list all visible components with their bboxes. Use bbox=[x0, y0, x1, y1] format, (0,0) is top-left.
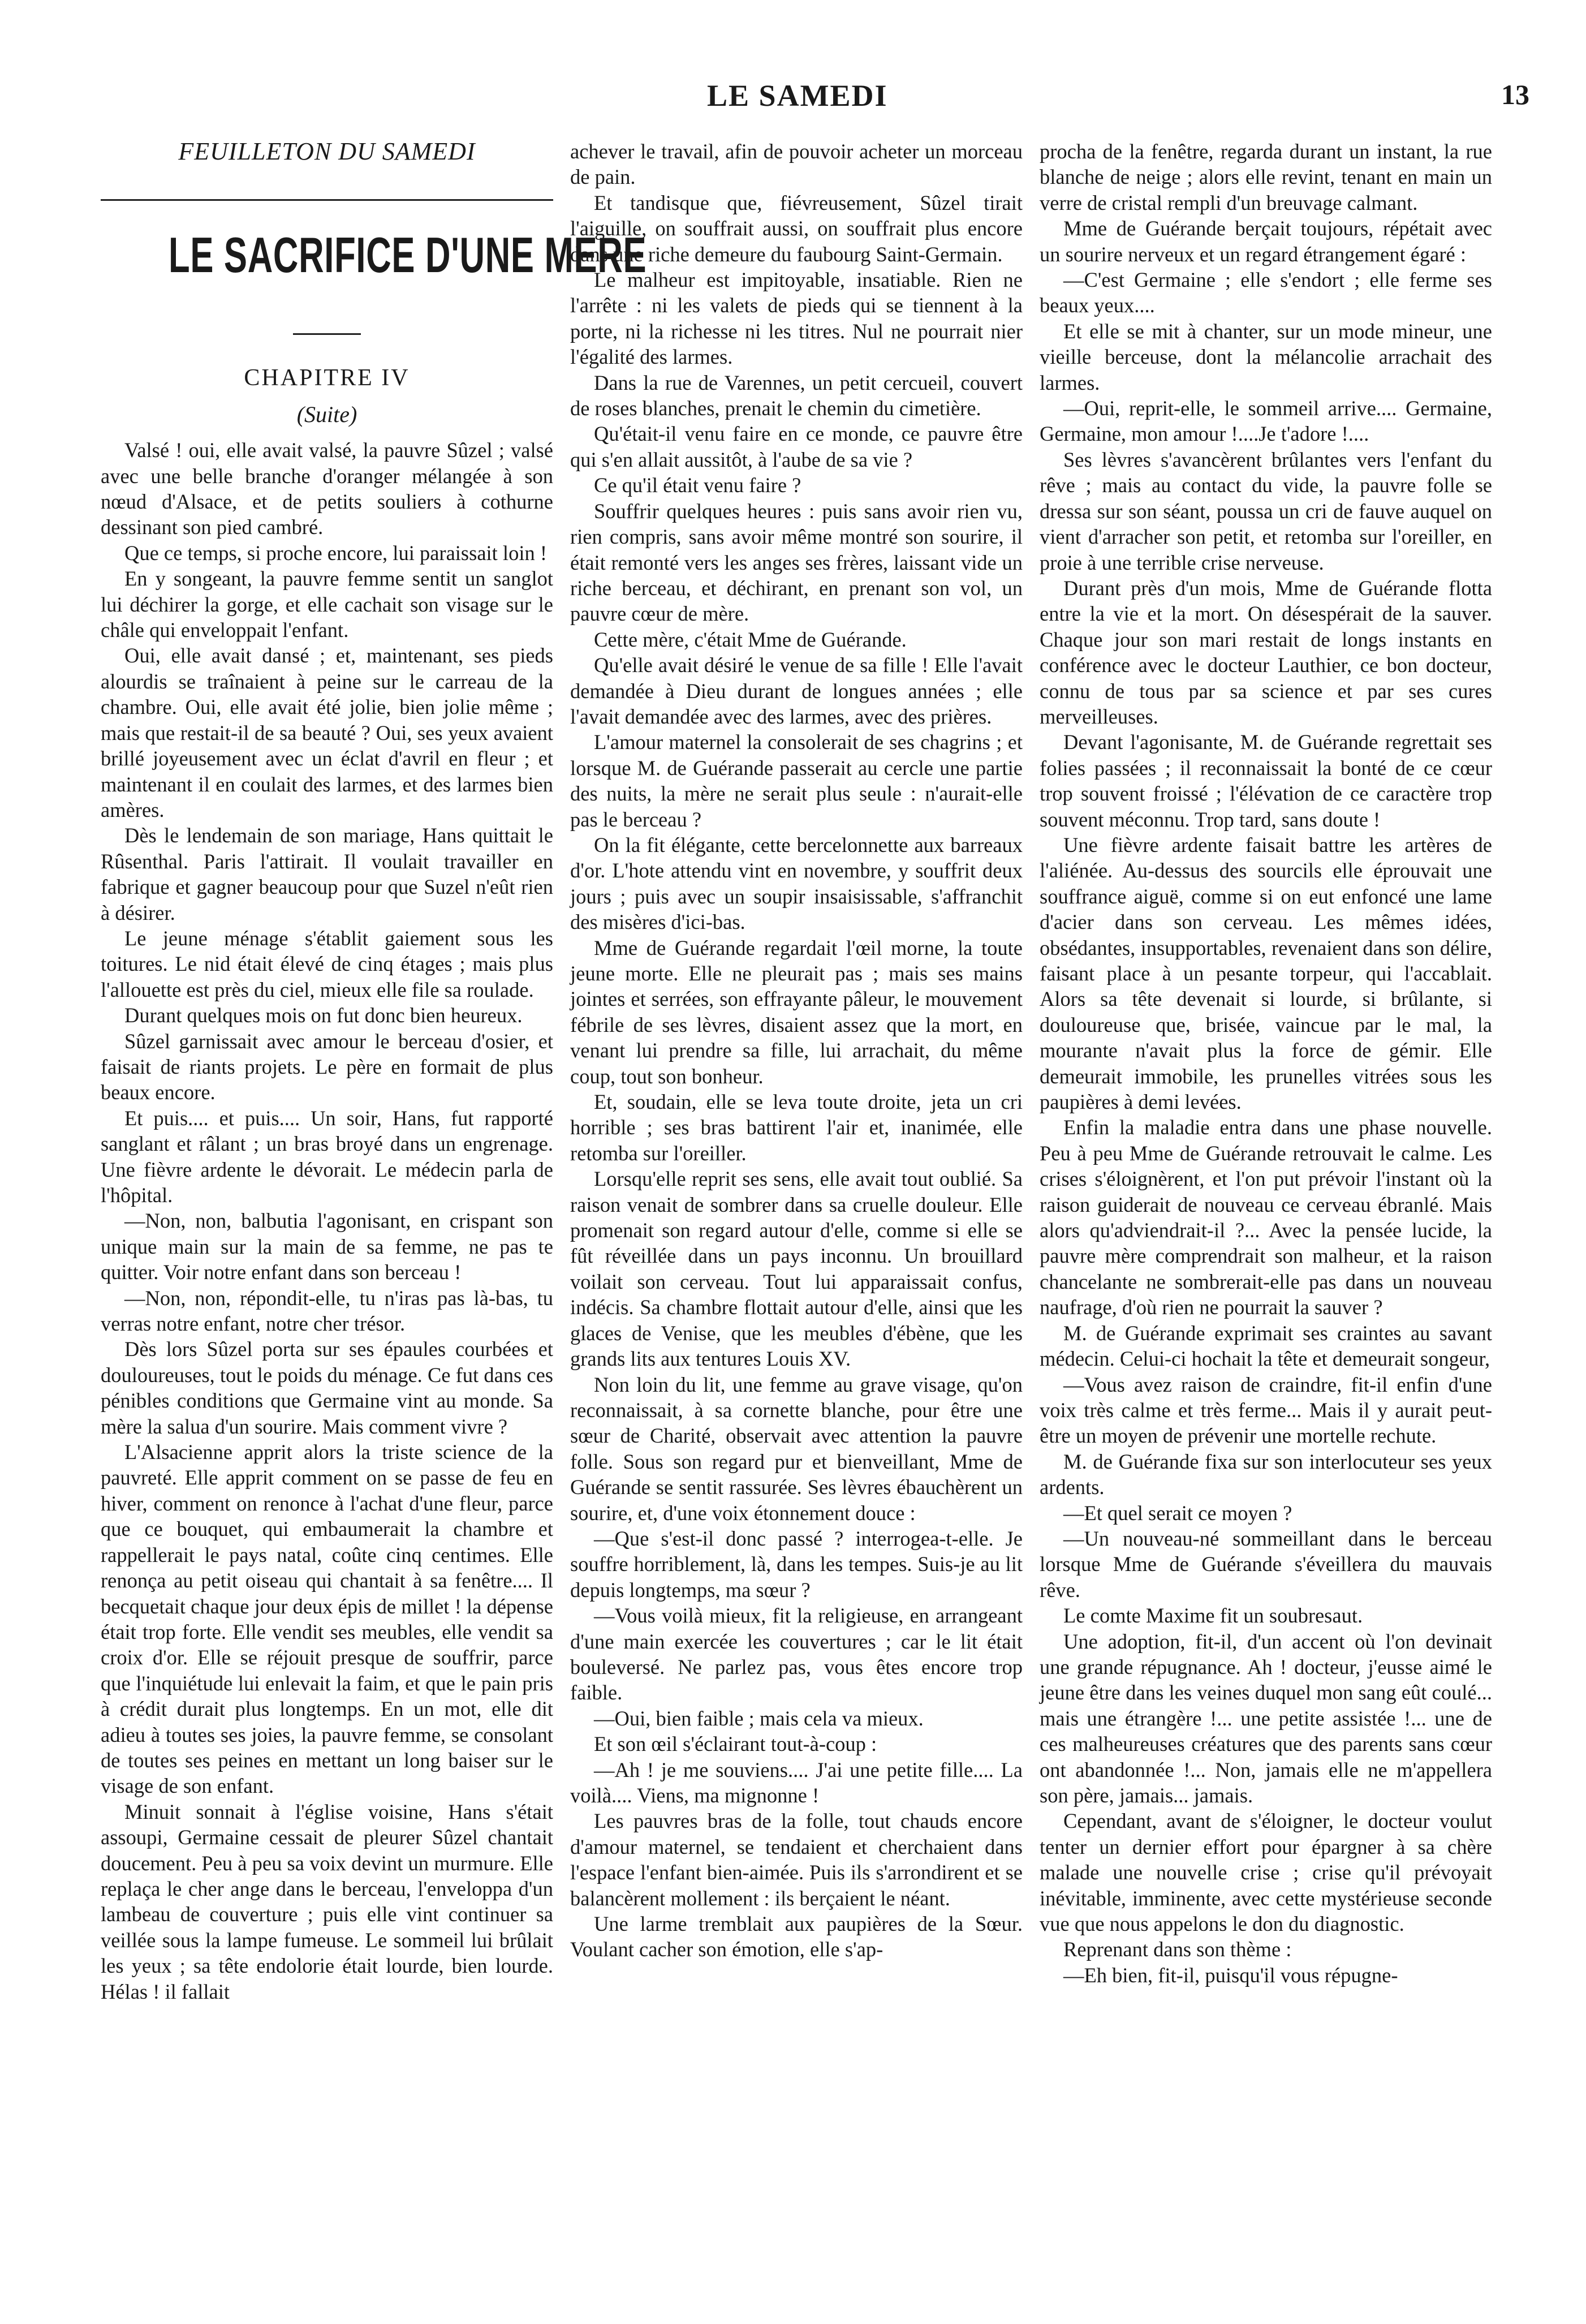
paragraph: Non loin du lit, une femme au grave visage, qu'on reconnaissait, à sa cornette blanche, pour être une sœur de Charité, observait avec attention la pauvre folle. Sous son regard pur et bienveillant, Mme de Guérande se sentit rassurée. Ses lèvres ébauchèrent un sourire, et, d'une voix étonnement douce : bbox=[570, 1372, 1023, 1525]
column-1-text bbox=[101, 437, 553, 2004]
paragraph: Une adoption, fit-il, d'un accent où l'on devinait une grande répugnance. Ah ! docteur, j'eusse aimé le jeune être dans les veines duquel mon sang eût coulé... mais une étrangère !... une petite assistée !... une de ces malheureuses créatures que des parents sans cœur ont abandonnée !... Non, jamais elle ne m'appellera son père, jamais... jamais. bbox=[1040, 1629, 1492, 1807]
title-divider bbox=[293, 333, 361, 335]
paragraph: Que ce temps, si proche encore, lui paraissait loin ! bbox=[124, 541, 547, 565]
feuilleton-heading: FEUILLETON DU SAMEDI bbox=[178, 137, 476, 165]
paragraph: Valsé ! oui, elle avait valsé, la pauvre Sûzel ; valsé avec une belle branche d'oranger mélangée à son nœud d'Alsace, et de petits souliers à cothurne dessinant son pied cambré. bbox=[101, 438, 553, 539]
running-title: LE SAMEDI bbox=[707, 79, 888, 113]
paragraph: Durant quelques mois on fut donc bien heureux. bbox=[124, 1004, 523, 1027]
paragraph: Et tandisque que, fiévreusement, Sûzel tirait l'aiguille, on souffrait aussi, on souffrait plus encore dans une riche demeure du faubourg Saint-Germain. bbox=[570, 191, 1023, 266]
paragraph: L'amour maternel la consolerait de ses chagrins ; et lorsque M. de Guérande passerait au cercle une partie des nuits, la mère ne serait plus seule : n'aurait-elle pas le berceau ? bbox=[570, 730, 1023, 831]
paragraph: Devant l'agonisante, M. de Guérande regrettait ses folies passées ; il reconnaissait la bonté de ce cœur trop souvent froissé ; l'élévation de ce caractère trop souvent méconnu. Trop tard, sans doute ! bbox=[1040, 730, 1492, 831]
paragraph: M. de Guérande exprimait ses craintes au savant médecin. Celui-ci hochait la tête et demeurait songeur, bbox=[1040, 1321, 1492, 1371]
suite-label: (Suite) bbox=[296, 401, 357, 427]
column-3 bbox=[1040, 139, 1492, 1988]
paragraph: Le jeune ménage s'établit gaiement sous les toitures. Le nid était élevé de cinq étages ; mais plus l'allouette est près du ciel, mieux elle file sa roulade. bbox=[101, 926, 553, 1001]
heading-rule bbox=[101, 199, 553, 201]
column-2 bbox=[570, 139, 1023, 1963]
paragraph: Cette mère, c'était Mme de Guérande. bbox=[594, 627, 907, 651]
paragraph: L'Alsacienne apprit alors la triste science de la pauvreté. Elle apprit comment on se passe de feu en hiver, comment on renonce à l'achat d'une fleur, parce que ce bouquet, qui embaumerait la chambre et rappellerait le pays natal, coûte cinq centimes. Elle renonça au petit oiseau qui chantait à sa fenêtre.... Il becquetait chaque jour deux épis de millet ! la dépense était trop forte. Elle vendit ses meubles, elle vendit sa croix d'or. Elle se réjouit presque de souffrir, parce que l'inquiétude lui enlevait la faim, et que le pain pris à crédit durait plus longtemps. En un mot, elle dit adieu à toutes ses joies, la pauvre femme, se consolant de toutes ses peines en mettant un long baiser sur le visage de son enfant. bbox=[101, 1440, 553, 1798]
paragraph: —Ah ! je me souviens.... J'ai une petite fille.... La voilà.... Viens, ma mignonne ! bbox=[570, 1758, 1023, 1807]
paragraph: procha de la fenêtre, regarda durant un instant, la rue blanche de neige ; alors elle revint, tenant en main un verre de cristal rempli d'un breuvage calmant. bbox=[1040, 140, 1492, 214]
paragraph: Lorsqu'elle reprit ses sens, elle avait tout oublié. Sa raison venait de sombrer dans sa cruelle douleur. Elle promenait son regard autour d'elle, comme si elle se fût réveillée dans un pays inconnu. Un brouillard voilait son cerveau. Tout lui apparaissait confus, indécis. Sa chambre flottait autour d'elle, ainsi que les glaces de Venise, que les meubles d'ébène, que les grands lits aux tentures Louis XV. bbox=[570, 1167, 1023, 1371]
paragraph: achever le travail, afin de pouvoir acheter un morceau de pain. bbox=[570, 140, 1023, 189]
story-title: LE SACRIFICE D'UNE MERE bbox=[169, 227, 647, 283]
paragraph: —Non, non, balbutia l'agonisant, en crispant son unique main sur la main de sa femme, ne pas te quitter. Voir notre enfant dans son berceau ! bbox=[101, 1209, 553, 1284]
paragraph: Dès le lendemain de son mariage, Hans quittait le Rûsenthal. Paris l'attirait. Il voulait travailler en fabrique et gagner beaucoup pour que Suzel n'eût rien à désirer. bbox=[101, 824, 553, 924]
paragraph: Qu'elle avait désiré le venue de sa fille ! Elle l'avait demandée à Dieu durant de longues années ; elle l'avait demandée avec des larmes, avec des prières. bbox=[570, 653, 1023, 728]
paragraph: —Eh bien, fit-il, puisqu'il vous répugne- bbox=[1063, 1963, 1398, 1987]
paragraph: —Vous avez raison de craindre, fit-il enfin d'une voix très calme et très ferme... Mais il y aurait peut-être un moyen de prévenir une mortelle rechute. bbox=[1040, 1372, 1492, 1448]
column-3-text bbox=[1040, 139, 1492, 1988]
chapter-heading: CHAPITRE IV bbox=[244, 365, 410, 391]
paragraph: Une fièvre ardente faisait battre les artères de l'aliénée. Au-dessus des sourcils elle éprouvait une souffrance aiguë, comme si on eut enfoncé une lame d'acier dans son cerveau. Les mêmes idées, obsédantes, insupportables, revenaient dans son délire, faisant place à un pesante torpeur, qui l'accablait. Alors sa tête devenait si lourde, si brûlante, si douloureuse que, brisée, vaincue par le mal, la mourante n'avait plus la force de gémir. Elle demeurait immobile, les prunelles vitrées sous les paupières à demi levées. bbox=[1040, 833, 1492, 1114]
paragraph: Mme de Guérande regardait l'œil morne, la toute jeune morte. Elle ne pleurait pas ; mais ses mains jointes et serrées, son effrayante pâleur, le mouvement fébrile de ses lèvres, disaient assez que la mort, en venant lui prendre sa fille, lui arrachait, du même coup, tout son bonheur. bbox=[570, 936, 1023, 1088]
paragraph: Qu'était-il venu faire en ce monde, ce pauvre être qui s'en allait aussitôt, à l'aube de sa vie ? bbox=[570, 422, 1023, 471]
paragraph: Les pauvres bras de la folle, tout chauds encore d'amour maternel, se tendaient et cherchaient dans l'espace l'enfant bien-aimée. Puis ils s'arrondirent et se balancèrent mollement : ils berçaient le néant. bbox=[570, 1809, 1023, 1910]
paragraph: M. de Guérande fixa sur son interlocuteur ses yeux ardents. bbox=[1040, 1449, 1492, 1499]
paragraph: Mme de Guérande berçait toujours, répétait avec un sourire nerveux et un regard étrangement égaré : bbox=[1040, 217, 1492, 266]
paragraph: Durant près d'un mois, Mme de Guérande flotta entre la vie et la mort. On désespérait de la sauver. Chaque jour son mari restait de longs instants en conférence avec le docteur Lauthier, ce bon docteur, connu de tous par sa science et par ses cures merveilleuses. bbox=[1040, 576, 1492, 728]
paragraph: —Vous voilà mieux, fit la religieuse, en arrangeant d'une main exercée les couvertures ; car le lit était bouleversé. Ne parlez pas, vous êtes encore trop faible. bbox=[570, 1604, 1023, 1705]
paragraph: Dans la rue de Varennes, un petit cercueil, couvert de roses blanches, prenait le chemin du cimetière. bbox=[570, 371, 1023, 420]
paragraph: Reprenant dans son thème : bbox=[1063, 1938, 1292, 1961]
paragraph: Oui, elle avait dansé ; et, maintenant, ses pieds alourdis se traînaient à peine sur le carreau de la chambre. Oui, elle avait été jolie, bien jolie même ; mais que restait-il de sa beauté ? Oui, ses yeux avaient brillé joyeusement avec un éclat d'avril en fleur ; et maintenant il en coulait des larmes, et des larmes bien amères. bbox=[101, 644, 553, 821]
paragraph: Et son œil s'éclairant tout-à-coup : bbox=[594, 1732, 877, 1756]
paragraph: —C'est Germaine ; elle s'endort ; elle ferme ses beaux yeux.... bbox=[1040, 268, 1492, 317]
paragraph: —Non, non, répondit-elle, tu n'iras pas là-bas, tu verras notre enfant, notre cher trésor. bbox=[101, 1286, 553, 1336]
paragraph: En y songeant, la pauvre femme sentit un sanglot lui déchirer la gorge, et elle cachait son visage sur le châle qui enveloppait l'enfant. bbox=[101, 567, 553, 642]
paragraph: Une larme tremblait aux paupières de la Sœur. Voulant cacher son émotion, elle s'ap- bbox=[570, 1912, 1023, 1961]
paragraph: —Oui, bien faible ; mais cela va mieux. bbox=[594, 1706, 924, 1730]
page-header bbox=[0, 78, 1586, 123]
column-2-text bbox=[570, 139, 1023, 1963]
column-1 bbox=[101, 137, 647, 2004]
paragraph: Et puis.... et puis.... Un soir, Hans, fut rapporté sanglant et râlant ; un bras broyé dans un engrenage. Une fièvre ardente le dévorait. Le médecin parla de l'hôpital. bbox=[101, 1106, 553, 1207]
paragraph: —Et quel serait ce moyen ? bbox=[1063, 1501, 1292, 1525]
paragraph: —Que s'est-il donc passé ? interrogea-t-elle. Je souffre horriblement, là, dans les tempes. Suis-je au lit depuis longtemps, ma sœur ? bbox=[570, 1526, 1023, 1602]
paragraph: Et, soudain, elle se leva toute droite, jeta un cri horrible ; ses bras battirent l'air et, inanimée, elle retomba sur l'oreiller. bbox=[570, 1090, 1023, 1165]
paragraph: Dès lors Sûzel porta sur ses épaules courbées et douloureuses, tout le poids du ménage. Ce fut dans ces pénibles conditions que Germaine vint au monde. Sa mère la salua d'un sourire. Mais comment vivre ? bbox=[101, 1337, 553, 1438]
paragraph: Le malheur est impitoyable, insatiable. Rien ne l'arrête : ni les valets de pieds qui se tiennent à la porte, ni la richesse ni les titres. Nul ne pourrait nier l'égalité des larmes. bbox=[570, 268, 1023, 369]
paragraph: —Un nouveau-né sommeillant dans le berceau lorsque Mme de Guérande s'éveillera du mauvais rêve. bbox=[1040, 1526, 1492, 1602]
paragraph: On la fit élégante, cette bercelonnette aux barreaux d'or. L'hote attendu vint en novembre, y souffrit deux jours ; puis avec un soupir insaisissable, s'affranchit des misères d'ici-bas. bbox=[570, 833, 1023, 934]
paragraph: Enfin la maladie entra dans une phase nouvelle. Peu à peu Mme de Guérande retrouvait le calme. Les crises s'éloignèrent, et l'on put prévoir l'instant où la raison guiderait de nouveau ce cerveau ébranlé. Mais alors qu'adviendrait-il ?... Avec la pensée lucide, la pauvre mère comprendrait son malheur, et la raison chancelante ne sombrerait-elle pas dans un nouveau naufrage, d'où rien ne pourrait la sauver ? bbox=[1040, 1116, 1492, 1319]
paragraph: Sûzel garnissait avec amour le berceau d'osier, et faisait de riants projets. Le père en formait de plus beaux encore. bbox=[101, 1029, 553, 1104]
paragraph: Le comte Maxime fit un soubresaut. bbox=[1063, 1604, 1363, 1628]
paragraph: Et elle se mit à chanter, sur un mode mineur, une vieille berceuse, dont la mélancolie arrachait des larmes. bbox=[1040, 319, 1492, 394]
paragraph: Souffrir quelques heures : puis sans avoir rien vu, rien compris, sans avoir même montré son sourire, il était remonté vers les anges ses frères, laissant vide un riche berceau, et déchirant, en prenant son vol, un pauvre cœur de mère. bbox=[570, 499, 1023, 626]
paragraph: —Oui, reprit-elle, le sommeil arrive.... Germaine, Germaine, mon amour !....Je t'adore !.... bbox=[1040, 397, 1492, 446]
paragraph: Ce qu'il était venu faire ? bbox=[594, 474, 801, 497]
paragraph: Minuit sonnait à l'église voisine, Hans s'était assoupi, Germaine cessait de pleurer Sûzel chantait doucement. Peu à peu sa voix devint un murmure. Elle replaça le cher ange dans le berceau, l'enveloppa d'un lambeau de couverture ; puis elle vint continuer sa veillée sous la lampe fumeuse. Le sommeil lui brûlait les yeux ; sa tête endolorie était lourde, bien lourde. Hélas ! il fallait bbox=[101, 1800, 553, 2003]
paragraph: Cependant, avant de s'éloigner, le docteur voulut tenter un dernier effort pour épargner à sa chère malade une nouvelle crise ; crise qu'il prévoyait inévitable, imminente, avec cette mystérieuse seconde vue que nous appelons le don du diagnostic. bbox=[1040, 1809, 1492, 1936]
page-number: 13 bbox=[1501, 79, 1529, 110]
paragraph: Ses lèvres s'avancèrent brûlantes vers l'enfant du rêve ; mais au contact du vide, la pauvre folle se dressa sur son séant, poussa un cri de fauve auquel on vient d'arracher son petit, et retomba sur l'oreiller, en proie à une terrible crise nerveuse. bbox=[1040, 447, 1492, 574]
